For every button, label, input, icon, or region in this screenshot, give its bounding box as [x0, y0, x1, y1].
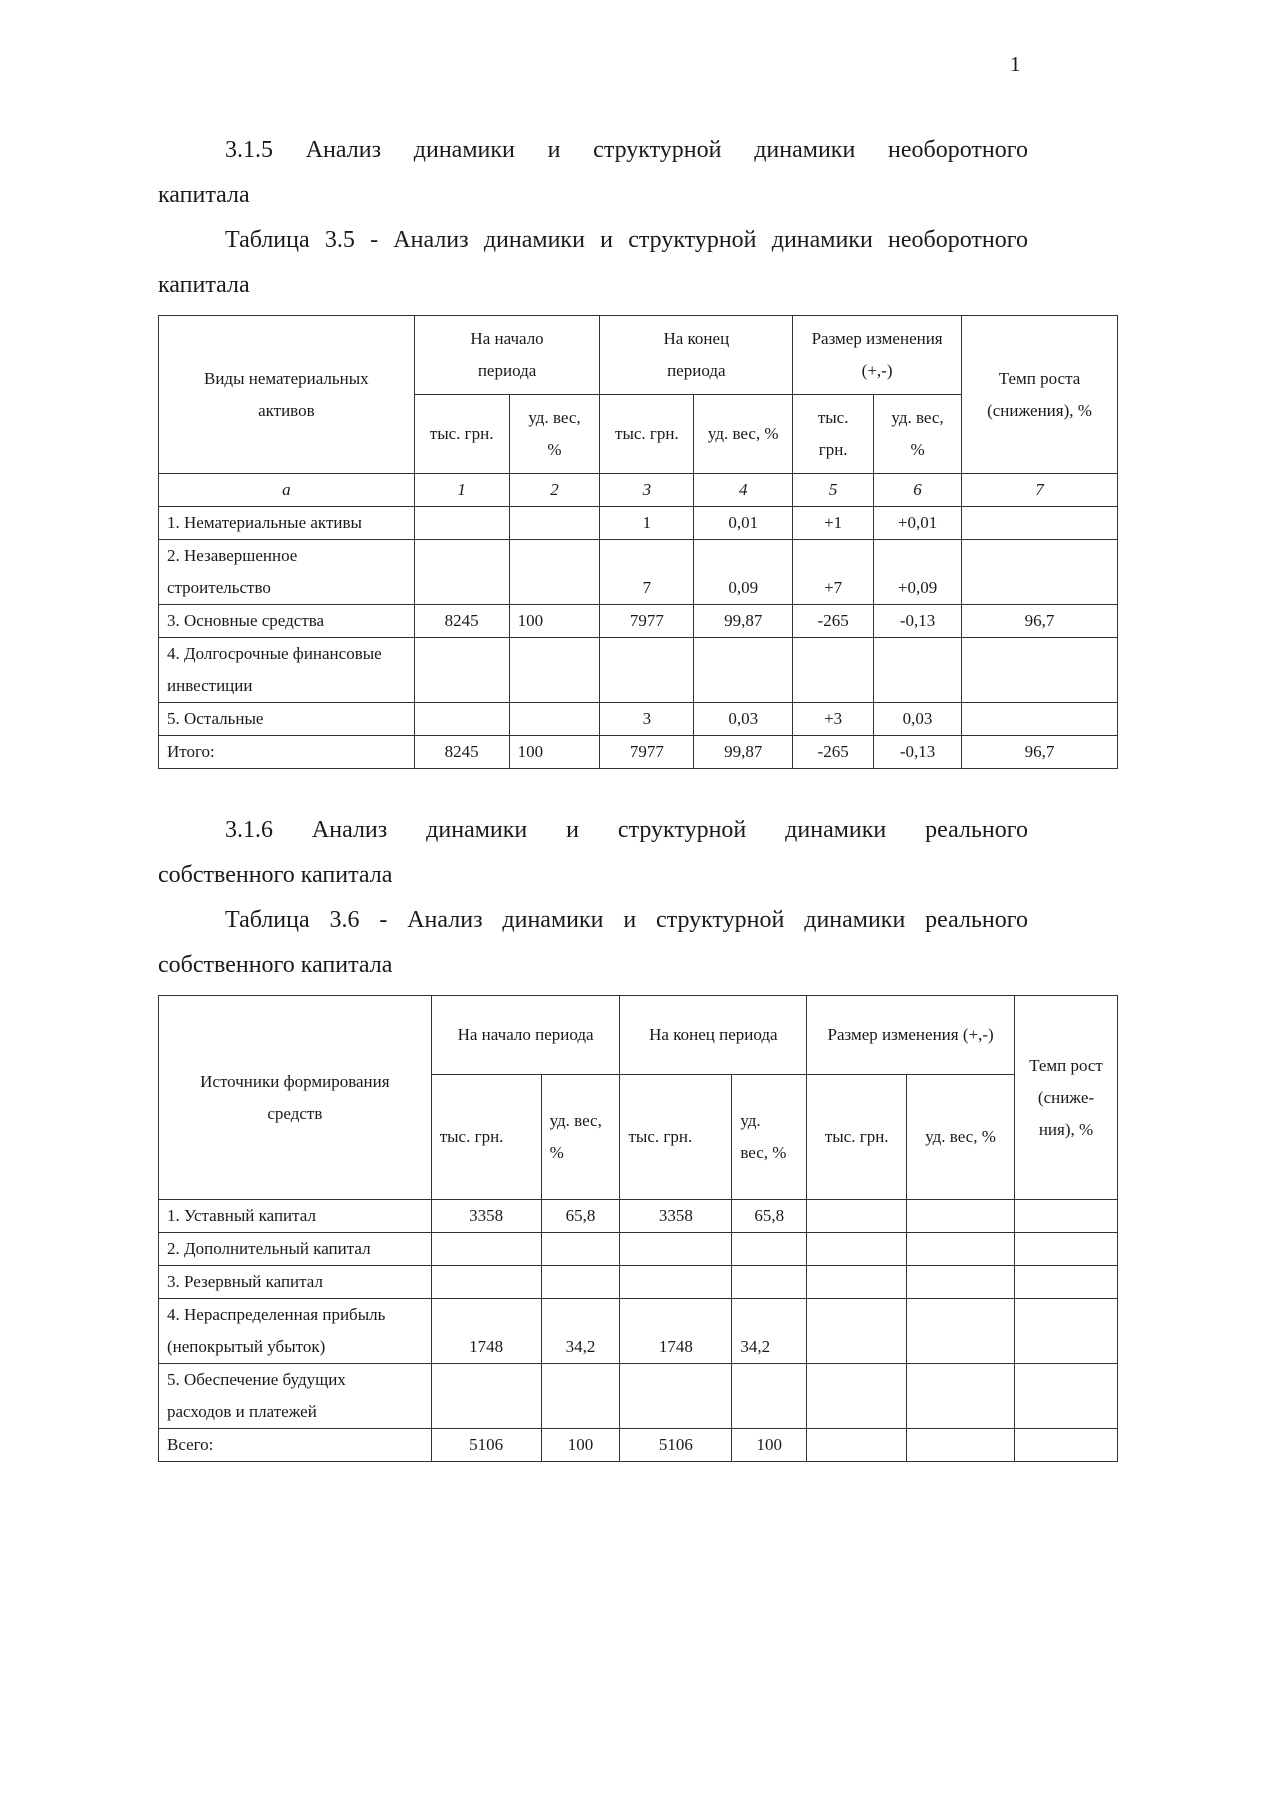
value-cell: +7: [793, 540, 874, 605]
value-cell: [1014, 1429, 1117, 1462]
index-cell: 7: [962, 474, 1118, 507]
row-name-cell: 2. Дополнительный капитал: [159, 1233, 432, 1266]
header-text: На начало: [470, 329, 544, 348]
row-name-cell: 5. Остальные: [159, 703, 415, 736]
row-name-line: (непокрытый убыток): [167, 1337, 326, 1356]
heading-line-1: 3.1.6 Анализ динамики и структурной динамики реального: [225, 817, 1028, 843]
row-name-line: 4. Нераспределенная прибыль: [167, 1305, 386, 1324]
value-cell: 0,01: [694, 507, 793, 540]
value-cell: 1748: [620, 1299, 732, 1364]
value-cell: [620, 1266, 732, 1299]
row-name-line: 2. Незавершенное: [167, 546, 298, 565]
header-text: (сниже-: [1037, 1087, 1095, 1107]
subheader-thousand-uah: тыс. грн.: [620, 1075, 732, 1200]
table-row: [159, 638, 1118, 703]
value-cell: [541, 1233, 620, 1266]
header-text: активов: [258, 400, 315, 420]
value-cell: 0,09: [694, 540, 793, 605]
row-name-cell: 3. Основные средства: [159, 605, 415, 638]
value-cell: [962, 703, 1118, 736]
row-name-cell: [159, 638, 415, 703]
index-cell: 6: [874, 474, 962, 507]
value-cell: 0,03: [694, 703, 793, 736]
index-cell: а: [159, 474, 415, 507]
value-cell: -0,13: [874, 736, 962, 769]
value-cell: [732, 1233, 807, 1266]
value-cell: 8245: [414, 736, 509, 769]
caption-line-2: капитала: [158, 272, 250, 298]
table-row: [159, 703, 1118, 736]
table-row: [159, 507, 1118, 540]
index-cell: 2: [509, 474, 600, 507]
row-name-cell: [159, 1364, 432, 1429]
value-cell: 7977: [600, 736, 694, 769]
header-text: периода: [667, 361, 726, 380]
header-text: Виды нематериальных: [204, 368, 369, 388]
header-cell-growth-rate: [962, 316, 1118, 474]
subheader-thousand-uah: тыс. грн.: [414, 395, 509, 474]
value-cell: [414, 638, 509, 703]
value-cell: [807, 1299, 907, 1364]
row-name-cell: 1. Уставный капитал: [159, 1200, 432, 1233]
row-name-line: 5. Обеспечение будущих: [167, 1370, 346, 1389]
value-cell: [620, 1233, 732, 1266]
index-cell: 4: [694, 474, 793, 507]
table-total-row: [159, 1429, 1118, 1462]
row-name-line: инвестиции: [167, 676, 253, 695]
value-cell: 100: [732, 1429, 807, 1462]
value-cell: 34,2: [541, 1299, 620, 1364]
heading-line-2: капитала: [158, 182, 250, 208]
value-cell: 7: [600, 540, 694, 605]
header-text: На конец: [663, 329, 730, 348]
value-cell: [907, 1233, 1015, 1266]
header-cell-sources: [159, 996, 432, 1200]
table-row: [159, 540, 1118, 605]
header-text: грн.: [818, 440, 848, 459]
value-cell: [874, 638, 962, 703]
value-cell: [541, 1364, 620, 1429]
header-text: Темп рост: [1029, 1055, 1103, 1075]
header-cell-end-period: На конец периода: [620, 996, 807, 1075]
index-cell: 5: [793, 474, 874, 507]
value-cell: -0,13: [874, 605, 962, 638]
value-cell: [509, 638, 600, 703]
header-text: периода: [477, 361, 537, 380]
value-cell: 96,7: [962, 736, 1118, 769]
header-text: уд. вес,: [549, 1111, 602, 1130]
subheader-thousand-uah: тыс. грн.: [807, 1075, 907, 1200]
value-cell: [1014, 1233, 1117, 1266]
value-cell: [807, 1266, 907, 1299]
table-caption-3-5: [158, 218, 1028, 308]
value-cell: [962, 540, 1118, 605]
heading-line-2: собственного капитала: [158, 862, 393, 888]
row-name-cell: [159, 540, 415, 605]
index-row: [159, 474, 1118, 507]
value-cell: [732, 1266, 807, 1299]
header-cell-end-period: [600, 316, 793, 395]
header-text: Размер изменения: [811, 329, 943, 348]
value-cell: +1: [793, 507, 874, 540]
header-cell-types: [159, 316, 415, 474]
value-cell: -265: [793, 605, 874, 638]
header-text: Источники формирования: [200, 1071, 390, 1091]
header-text: вес, %: [740, 1143, 787, 1162]
row-name-cell: 1. Нематериальные активы: [159, 507, 415, 540]
caption-line-1: Таблица 3.6 - Анализ динамики и структурной динамики реального: [225, 907, 1028, 933]
value-cell: [962, 638, 1118, 703]
row-name-line: 4. Долгосрочные финансовые: [167, 644, 382, 663]
value-cell: 99,87: [694, 605, 793, 638]
value-cell: 1: [600, 507, 694, 540]
row-name-line: расходов и платежей: [167, 1402, 317, 1421]
header-text: (+,-): [861, 361, 893, 380]
value-cell: 96,7: [962, 605, 1118, 638]
value-cell: [600, 638, 694, 703]
value-cell: [807, 1429, 907, 1462]
table-row: [159, 605, 1118, 638]
value-cell: +0,09: [874, 540, 962, 605]
value-cell: [907, 1299, 1015, 1364]
value-cell: 100: [509, 736, 600, 769]
table-row: [159, 1233, 1118, 1266]
value-cell: 5106: [431, 1429, 541, 1462]
value-cell: 3: [600, 703, 694, 736]
value-cell: -265: [793, 736, 874, 769]
value-cell: 65,8: [732, 1200, 807, 1233]
value-cell: [509, 703, 600, 736]
value-cell: [907, 1364, 1015, 1429]
header-cell-growth-rate: [1014, 996, 1117, 1200]
value-cell: [431, 1364, 541, 1429]
value-cell: 5106: [620, 1429, 732, 1462]
index-cell: 1: [414, 474, 509, 507]
value-cell: 1748: [431, 1299, 541, 1364]
subheader-thousand-uah: тыс. грн.: [431, 1075, 541, 1200]
row-name-cell: 3. Резервный капитал: [159, 1266, 432, 1299]
value-cell: [509, 507, 600, 540]
table-row: [159, 1266, 1118, 1299]
table-row: [159, 1299, 1118, 1364]
value-cell: [807, 1364, 907, 1429]
value-cell: [907, 1266, 1015, 1299]
subheader-share: [541, 1075, 620, 1200]
value-cell: [907, 1429, 1015, 1462]
header-cell-change: Размер изменения (+,-): [807, 996, 1015, 1075]
table-caption-3-6: [158, 898, 1028, 988]
value-cell: 99,87: [694, 736, 793, 769]
value-cell: [807, 1200, 907, 1233]
index-cell: 3: [600, 474, 694, 507]
subheader-share: [732, 1075, 807, 1200]
row-name-cell: Всего:: [159, 1429, 432, 1462]
table-header-row: [159, 996, 1118, 1075]
header-cell-start-period: На начало периода: [431, 996, 620, 1075]
value-cell: [431, 1233, 541, 1266]
caption-line-1: Таблица 3.5 - Анализ динамики и структурной динамики необоротного: [225, 227, 1028, 253]
value-cell: [509, 540, 600, 605]
heading-line-1: 3.1.5 Анализ динамики и структурной динамики необоротного: [225, 137, 1028, 163]
value-cell: 65,8: [541, 1200, 620, 1233]
value-cell: 3358: [620, 1200, 732, 1233]
subheader-thousand-uah: тыс. грн.: [600, 395, 694, 474]
value-cell: +0,01: [874, 507, 962, 540]
header-text: %: [547, 440, 562, 459]
subheader-thousand-uah: [793, 395, 874, 474]
value-cell: [962, 507, 1118, 540]
table-header-row: [159, 316, 1118, 395]
value-cell: [1014, 1200, 1117, 1233]
header-cell-start-period: [414, 316, 600, 395]
value-cell: [732, 1364, 807, 1429]
value-cell: 100: [509, 605, 600, 638]
header-text: %: [910, 440, 925, 459]
header-text: уд.: [740, 1111, 761, 1130]
row-name-line: строительство: [167, 578, 271, 597]
header-text: ния), %: [1038, 1119, 1094, 1139]
value-cell: 3358: [431, 1200, 541, 1233]
value-cell: [793, 638, 874, 703]
value-cell: [907, 1200, 1015, 1233]
value-cell: [414, 507, 509, 540]
value-cell: 8245: [414, 605, 509, 638]
value-cell: +3: [793, 703, 874, 736]
subheader-share: [874, 395, 962, 474]
header-text: тыс.: [817, 408, 849, 427]
value-cell: [1014, 1364, 1117, 1429]
value-cell: [541, 1266, 620, 1299]
section-heading-3-1-5: [158, 128, 1028, 218]
caption-line-2: собственного капитала: [158, 952, 393, 978]
row-name-cell: [159, 1299, 432, 1364]
header-text: (снижения), %: [987, 400, 1092, 420]
subheader-share: уд. вес, %: [907, 1075, 1015, 1200]
value-cell: 34,2: [732, 1299, 807, 1364]
header-text: уд. вес,: [528, 408, 581, 427]
header-text: средств: [267, 1103, 323, 1123]
value-cell: 100: [541, 1429, 620, 1462]
value-cell: [620, 1364, 732, 1429]
header-text: Темп роста: [998, 368, 1081, 388]
header-cell-change: [793, 316, 962, 395]
value-cell: [694, 638, 793, 703]
page-number: 1: [1010, 52, 1021, 76]
header-text: уд. вес,: [891, 408, 944, 427]
section-heading-3-1-6: [158, 808, 1028, 898]
table-3-6: [158, 995, 1118, 1462]
value-cell: [431, 1266, 541, 1299]
table-row: [159, 1364, 1118, 1429]
value-cell: 7977: [600, 605, 694, 638]
table-total-row: [159, 736, 1118, 769]
value-cell: 0,03: [874, 703, 962, 736]
value-cell: [807, 1233, 907, 1266]
value-cell: [1014, 1299, 1117, 1364]
value-cell: [1014, 1266, 1117, 1299]
value-cell: [414, 703, 509, 736]
row-name-cell: Итого:: [159, 736, 415, 769]
value-cell: [414, 540, 509, 605]
subheader-share: [509, 395, 600, 474]
table-row: [159, 1200, 1118, 1233]
table-3-5: [158, 315, 1118, 769]
subheader-share: уд. вес, %: [694, 395, 793, 474]
header-text: %: [549, 1143, 564, 1162]
